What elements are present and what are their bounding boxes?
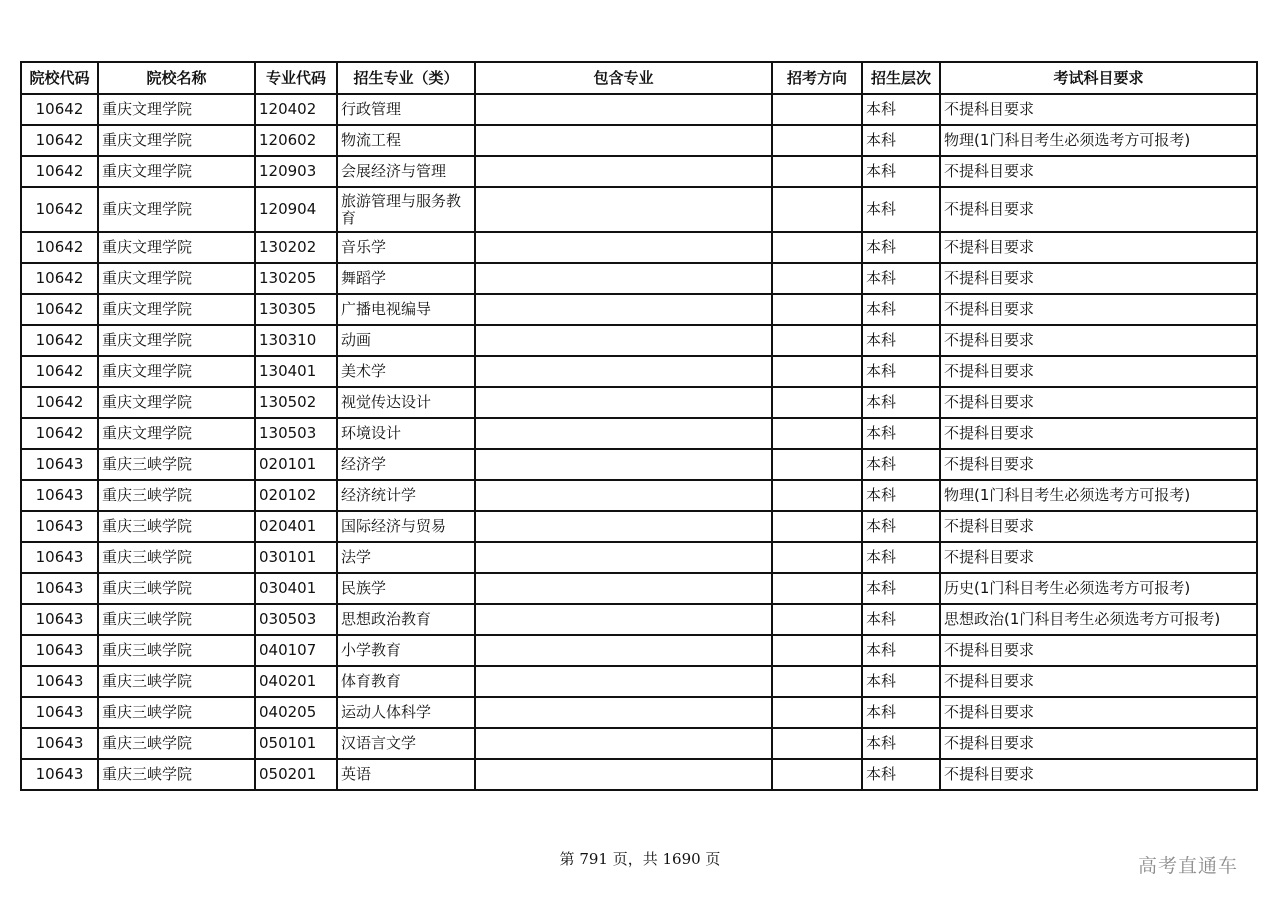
cell-major-code: 040205 — [255, 697, 337, 728]
table-row — [21, 635, 1257, 666]
header-major-code: 专业代码 — [255, 62, 337, 94]
page-number: 第 791 页，共 1690 页 — [559, 850, 721, 868]
cell-school-code: 10642 — [21, 356, 98, 387]
table-row — [21, 666, 1257, 697]
cell-direction — [772, 232, 862, 263]
cell-level: 本科 — [862, 418, 940, 449]
cell-subject-requirement: 不提科目要求 — [940, 263, 1257, 294]
header-subject-requirement: 考试科目要求 — [940, 62, 1257, 94]
cell-school-code: 10643 — [21, 511, 98, 542]
cell-direction — [772, 94, 862, 125]
cell-school-name: 重庆文理学院 — [98, 387, 255, 418]
cell-included-majors — [475, 728, 772, 759]
cell-school-code: 10642 — [21, 94, 98, 125]
cell-subject-requirement: 不提科目要求 — [940, 759, 1257, 790]
cell-direction — [772, 387, 862, 418]
cell-school-name: 重庆三峡学院 — [98, 635, 255, 666]
cell-level: 本科 — [862, 94, 940, 125]
header-direction: 招考方向 — [772, 62, 862, 94]
cell-school-name: 重庆三峡学院 — [98, 728, 255, 759]
cell-school-name: 重庆三峡学院 — [98, 542, 255, 573]
cell-school-name: 重庆三峡学院 — [98, 480, 255, 511]
cell-direction — [772, 449, 862, 480]
table-row — [21, 325, 1257, 356]
cell-major: 法学 — [337, 542, 475, 573]
cell-direction — [772, 325, 862, 356]
cell-included-majors — [475, 666, 772, 697]
cell-major-code: 130401 — [255, 356, 337, 387]
table-row — [21, 387, 1257, 418]
table-row — [21, 604, 1257, 635]
cell-major-code: 020102 — [255, 480, 337, 511]
table-row — [21, 728, 1257, 759]
cell-school-code: 10642 — [21, 187, 98, 232]
cell-subject-requirement: 不提科目要求 — [940, 511, 1257, 542]
cell-direction — [772, 573, 862, 604]
table-row — [21, 232, 1257, 263]
cell-major-code: 130205 — [255, 263, 337, 294]
header-major: 招生专业（类） — [337, 62, 475, 94]
cell-major-code: 120904 — [255, 187, 337, 232]
cell-school-code: 10642 — [21, 125, 98, 156]
cell-direction — [772, 604, 862, 635]
cell-subject-requirement: 不提科目要求 — [940, 156, 1257, 187]
cell-included-majors — [475, 449, 772, 480]
cell-school-name: 重庆文理学院 — [98, 263, 255, 294]
cell-major-code: 030401 — [255, 573, 337, 604]
table-row — [21, 263, 1257, 294]
cell-major: 民族学 — [337, 573, 475, 604]
cell-level: 本科 — [862, 666, 940, 697]
cell-subject-requirement: 不提科目要求 — [940, 356, 1257, 387]
cell-major: 广播电视编导 — [337, 294, 475, 325]
cell-major: 旅游管理与服务教育 — [337, 187, 475, 232]
cell-major: 物流工程 — [337, 125, 475, 156]
cell-major: 经济学 — [337, 449, 475, 480]
table-row — [21, 356, 1257, 387]
cell-school-code: 10643 — [21, 604, 98, 635]
cell-school-name: 重庆文理学院 — [98, 356, 255, 387]
cell-major-code: 050201 — [255, 759, 337, 790]
cell-major: 视觉传达设计 — [337, 387, 475, 418]
cell-school-code: 10642 — [21, 294, 98, 325]
cell-school-code: 10642 — [21, 263, 98, 294]
cell-school-name: 重庆文理学院 — [98, 187, 255, 232]
cell-major: 美术学 — [337, 356, 475, 387]
cell-direction — [772, 635, 862, 666]
table-row — [21, 542, 1257, 573]
cell-school-name: 重庆三峡学院 — [98, 449, 255, 480]
cell-direction — [772, 511, 862, 542]
cell-included-majors — [475, 356, 772, 387]
cell-included-majors — [475, 294, 772, 325]
cell-level: 本科 — [862, 387, 940, 418]
cell-school-code: 10643 — [21, 573, 98, 604]
cell-school-name: 重庆文理学院 — [98, 156, 255, 187]
cell-school-code: 10642 — [21, 418, 98, 449]
cell-subject-requirement: 不提科目要求 — [940, 666, 1257, 697]
cell-major: 音乐学 — [337, 232, 475, 263]
cell-level: 本科 — [862, 604, 940, 635]
cell-school-name: 重庆文理学院 — [98, 418, 255, 449]
cell-included-majors — [475, 604, 772, 635]
cell-subject-requirement: 思想政治(1门科目考生必须选考方可报考) — [940, 604, 1257, 635]
cell-included-majors — [475, 325, 772, 356]
cell-school-name: 重庆三峡学院 — [98, 666, 255, 697]
cell-level: 本科 — [862, 325, 940, 356]
table-row — [21, 94, 1257, 125]
cell-school-name: 重庆文理学院 — [98, 294, 255, 325]
table-row — [21, 511, 1257, 542]
admissions-table-container — [20, 61, 1256, 791]
cell-school-code: 10643 — [21, 542, 98, 573]
cell-included-majors — [475, 418, 772, 449]
cell-school-name: 重庆三峡学院 — [98, 604, 255, 635]
table-row — [21, 156, 1257, 187]
cell-subject-requirement: 物理(1门科目考生必须选考方可报考) — [940, 480, 1257, 511]
cell-level: 本科 — [862, 480, 940, 511]
cell-major-code: 120602 — [255, 125, 337, 156]
header-school-name: 院校名称 — [98, 62, 255, 94]
cell-major-code: 130310 — [255, 325, 337, 356]
cell-level: 本科 — [862, 232, 940, 263]
cell-direction — [772, 294, 862, 325]
cell-major-code: 120903 — [255, 156, 337, 187]
cell-level: 本科 — [862, 294, 940, 325]
cell-school-code: 10643 — [21, 697, 98, 728]
cell-level: 本科 — [862, 697, 940, 728]
cell-major: 行政管理 — [337, 94, 475, 125]
cell-major-code: 130502 — [255, 387, 337, 418]
cell-subject-requirement: 不提科目要求 — [940, 635, 1257, 666]
cell-included-majors — [475, 759, 772, 790]
cell-major: 国际经济与贸易 — [337, 511, 475, 542]
cell-subject-requirement: 不提科目要求 — [940, 449, 1257, 480]
cell-included-majors — [475, 542, 772, 573]
cell-subject-requirement: 不提科目要求 — [940, 418, 1257, 449]
cell-major-code: 120402 — [255, 94, 337, 125]
admissions-table — [20, 61, 1258, 791]
cell-subject-requirement: 历史(1门科目考生必须选考方可报考) — [940, 573, 1257, 604]
cell-direction — [772, 542, 862, 573]
cell-school-name: 重庆文理学院 — [98, 94, 255, 125]
table-row — [21, 697, 1257, 728]
cell-included-majors — [475, 94, 772, 125]
header-school-code: 院校代码 — [21, 62, 98, 94]
cell-school-code: 10643 — [21, 666, 98, 697]
cell-school-name: 重庆三峡学院 — [98, 573, 255, 604]
cell-school-code: 10642 — [21, 156, 98, 187]
table-row — [21, 418, 1257, 449]
cell-major: 环境设计 — [337, 418, 475, 449]
cell-subject-requirement: 不提科目要求 — [940, 728, 1257, 759]
cell-major-code: 030503 — [255, 604, 337, 635]
cell-level: 本科 — [862, 156, 940, 187]
cell-direction — [772, 759, 862, 790]
cell-major-code: 040107 — [255, 635, 337, 666]
cell-level: 本科 — [862, 263, 940, 294]
cell-major: 汉语言文学 — [337, 728, 475, 759]
cell-school-name: 重庆三峡学院 — [98, 697, 255, 728]
cell-school-name: 重庆三峡学院 — [98, 511, 255, 542]
cell-level: 本科 — [862, 356, 940, 387]
cell-major: 小学教育 — [337, 635, 475, 666]
cell-subject-requirement: 不提科目要求 — [940, 697, 1257, 728]
cell-subject-requirement: 物理(1门科目考生必须选考方可报考) — [940, 125, 1257, 156]
cell-major: 会展经济与管理 — [337, 156, 475, 187]
cell-level: 本科 — [862, 728, 940, 759]
cell-included-majors — [475, 156, 772, 187]
cell-school-name: 重庆文理学院 — [98, 325, 255, 356]
cell-major-code: 020101 — [255, 449, 337, 480]
cell-included-majors — [475, 697, 772, 728]
cell-direction — [772, 125, 862, 156]
cell-included-majors — [475, 232, 772, 263]
cell-school-code: 10643 — [21, 635, 98, 666]
cell-included-majors — [475, 511, 772, 542]
cell-subject-requirement: 不提科目要求 — [940, 187, 1257, 232]
cell-school-code: 10642 — [21, 387, 98, 418]
table-row — [21, 125, 1257, 156]
cell-major: 思想政治教育 — [337, 604, 475, 635]
cell-major: 运动人体科学 — [337, 697, 475, 728]
cell-direction — [772, 187, 862, 232]
table-body — [21, 94, 1257, 790]
cell-school-code: 10643 — [21, 449, 98, 480]
cell-level: 本科 — [862, 125, 940, 156]
cell-major: 英语 — [337, 759, 475, 790]
cell-level: 本科 — [862, 759, 940, 790]
table-row — [21, 759, 1257, 790]
cell-level: 本科 — [862, 187, 940, 232]
cell-school-code: 10643 — [21, 759, 98, 790]
cell-subject-requirement: 不提科目要求 — [940, 94, 1257, 125]
cell-included-majors — [475, 573, 772, 604]
cell-level: 本科 — [862, 573, 940, 604]
cell-major: 经济统计学 — [337, 480, 475, 511]
table-row — [21, 573, 1257, 604]
cell-included-majors — [475, 480, 772, 511]
cell-subject-requirement: 不提科目要求 — [940, 325, 1257, 356]
cell-school-code: 10642 — [21, 325, 98, 356]
cell-school-name: 重庆文理学院 — [98, 232, 255, 263]
cell-major-code: 030101 — [255, 542, 337, 573]
cell-major-code: 130503 — [255, 418, 337, 449]
cell-subject-requirement: 不提科目要求 — [940, 232, 1257, 263]
cell-school-code: 10643 — [21, 480, 98, 511]
cell-subject-requirement: 不提科目要求 — [940, 542, 1257, 573]
cell-major-code: 130305 — [255, 294, 337, 325]
watermark: 高考直通车 — [1138, 855, 1239, 877]
cell-major: 舞蹈学 — [337, 263, 475, 294]
cell-school-code: 10642 — [21, 232, 98, 263]
cell-major: 动画 — [337, 325, 475, 356]
cell-major-code: 050101 — [255, 728, 337, 759]
cell-direction — [772, 480, 862, 511]
cell-level: 本科 — [862, 635, 940, 666]
cell-major-code: 130202 — [255, 232, 337, 263]
cell-school-code: 10643 — [21, 728, 98, 759]
header-included-majors: 包含专业 — [475, 62, 772, 94]
cell-included-majors — [475, 387, 772, 418]
cell-included-majors — [475, 635, 772, 666]
cell-school-name: 重庆三峡学院 — [98, 759, 255, 790]
cell-level: 本科 — [862, 511, 940, 542]
cell-direction — [772, 156, 862, 187]
table-row — [21, 480, 1257, 511]
cell-direction — [772, 356, 862, 387]
cell-direction — [772, 728, 862, 759]
cell-subject-requirement: 不提科目要求 — [940, 294, 1257, 325]
cell-included-majors — [475, 187, 772, 232]
cell-school-name: 重庆文理学院 — [98, 125, 255, 156]
cell-direction — [772, 666, 862, 697]
cell-level: 本科 — [862, 542, 940, 573]
cell-level: 本科 — [862, 449, 940, 480]
table-row — [21, 449, 1257, 480]
header-level: 招生层次 — [862, 62, 940, 94]
cell-included-majors — [475, 263, 772, 294]
table-row — [21, 187, 1257, 232]
cell-major: 体育教育 — [337, 666, 475, 697]
cell-major-code: 020401 — [255, 511, 337, 542]
cell-subject-requirement: 不提科目要求 — [940, 387, 1257, 418]
table-row — [21, 294, 1257, 325]
cell-direction — [772, 263, 862, 294]
table-header-row — [21, 62, 1257, 94]
cell-direction — [772, 418, 862, 449]
cell-major-code: 040201 — [255, 666, 337, 697]
cell-direction — [772, 697, 862, 728]
cell-included-majors — [475, 125, 772, 156]
